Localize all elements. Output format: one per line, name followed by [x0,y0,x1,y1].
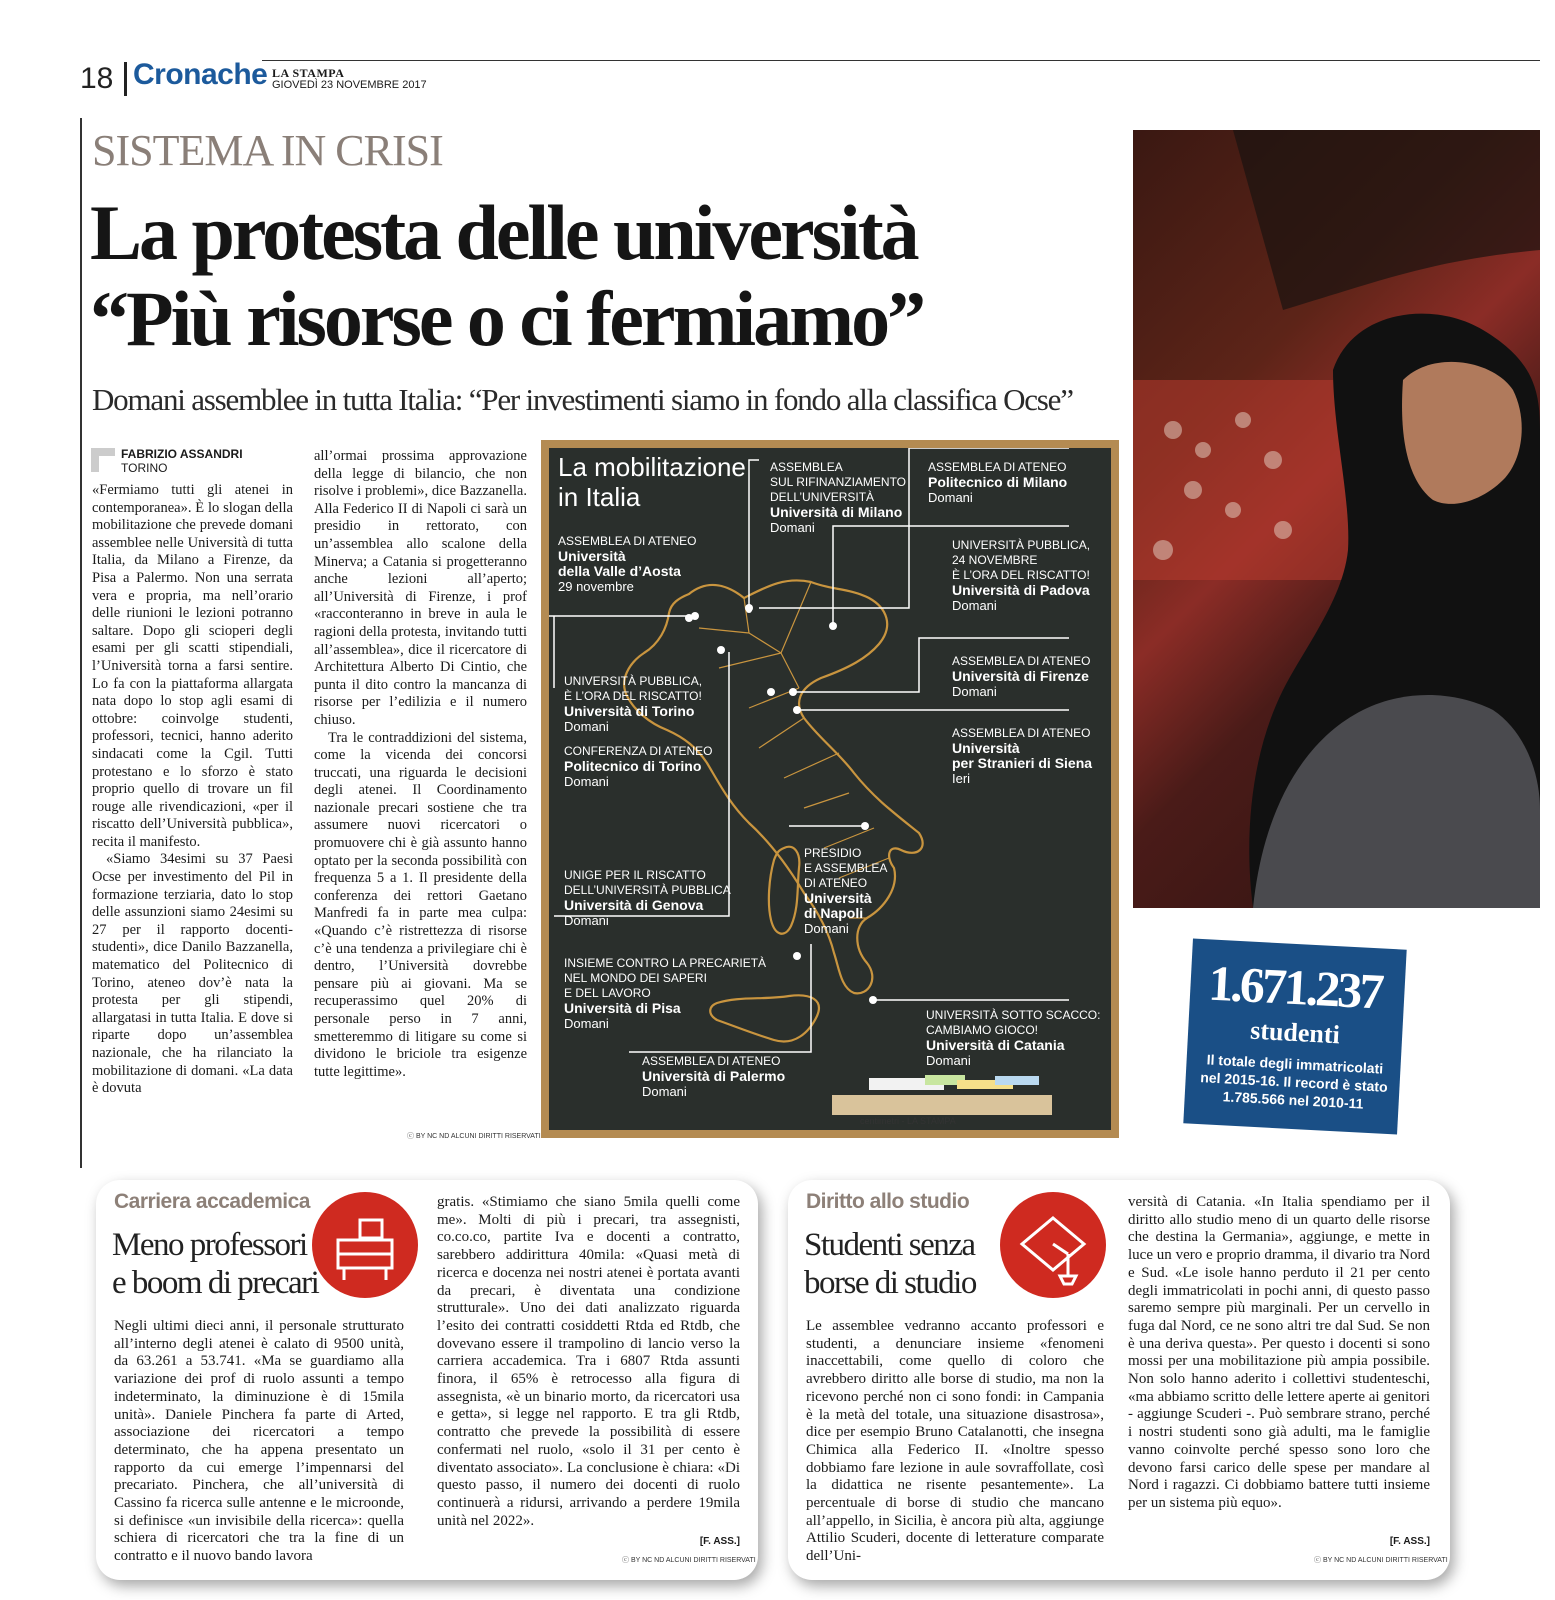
sardinia-outline [769,847,799,934]
box1-column-1: Negli ultimi dieci anni, il personale strutturato all’interno degli atenei è calato di 9500 unità, da 63.261 a 53.741. «Ma se guardiamo alla variazione dei prof di ruolo assunti a tempo indeterminato, la diminuzione è di 15mila unità». Daniele Pinchera fa parte di Arted, associazione dei ricercatori a tempo determinato, che ha appena presentato un rapporto da cui emerge l’impennarsi del precariato. Pinchera, che all’università di Cassino fa ricerca sulle antenne e le microonde, si definisce «un invisibile della ricerca»: quella schiera di ricercatori che tra la fine di un contratto e il nuovo bando lavora [114,1318,404,1565]
article-column-1 [92,482,293,1098]
box-tag: Diritto allo studio [806,1190,970,1213]
student-photo [1133,130,1540,908]
label-name: Politecnico di Torino [564,758,702,774]
box-title [804,1226,976,1302]
label-name: Università di Catania [926,1037,1065,1053]
box-title-line-1: Studenti senza [804,1227,975,1263]
label-type: NEL MONDO DEI SAPERI [564,971,707,985]
label-date: Domani [564,1016,609,1031]
label-pisa [564,956,766,1031]
label-type: UNIVERSITÀ SOTTO SCACCO: [926,1008,1101,1022]
label-valle-aosta [558,534,697,594]
box1-column-2: gratis. «Stimiamo che siano 5mila quelli come me». Molti di più i precari, tra assegnisti, co.co.co, partite Iva e docenti a contratto, sarebbero addirittura 40mila: «Quasi metà di ricerca e docenza nei nostri atenei è portata avanti da precari, è diventata una condizione strutturale». Uno dei dati analizzato riguarda l’esito dei contratti cosiddetti Rtda ed Rtdb, che dovevano essere il trampolino di lancio verso la carriera accademica. Tra i 6807 Rtda assunti finora, il 65% è retrocesso alla figura di assegnista, «è un binario morto, da ricercatori usa e getta», si legge nel rapporto. E tra gli Rtdb, contratto che prevede la possibilità di essere confermati nel ruolo, «solo il 31 per cento è diventato associato». La conclusione è chiara: «Di questo passo, il numero dei docenti di ruolo continuerà a ridursi, arrivando a perdere 19mila unità nel 2022». [437,1194,740,1529]
label-type: È L’ORA DEL RISCATTO! [564,689,702,703]
label-name: Università di Pisa [564,1000,681,1016]
label-type: UNIVERSITÀ PUBBLICA, [952,538,1091,552]
paragraph: «Siamo 34esimi su 37 Paesi Ocse per investimento del Pil in formazione terziaria, dato lo stop delle assunzioni siamo 24esimi su 27 per il rapporto docenti-studenti», dice Danilo Bazzanella, matematico del Politecnico di Torino, ateneo dov’è nata la protesta per gli stipendi, allargatasi in tutta Italia. E dove si riparte dopo un’assemblea nazionale, che ha rilanciato la mobilitazione di domani. «La data è dovuta [92,851,293,1097]
chalk-tray [832,1075,1052,1115]
box1-license: ⓒ BY NC ND ALCUNI DIRITTI RISERVATI [622,1557,756,1564]
desk-icon [312,1192,418,1298]
map-credit: centimetri - LA STAMPA [860,1116,956,1126]
label-date: Domani [642,1084,687,1099]
headline [90,190,1120,362]
box-tag: Carriera accademica [114,1190,310,1213]
desk-icon-graphic [312,1192,418,1298]
label-date: Domani [952,598,997,613]
label-napoli [804,846,887,936]
label-genova [564,868,731,928]
label-milano [770,460,906,535]
box2-license: ⓒ BY NC ND ALCUNI DIRITTI RISERVATI [1314,1557,1448,1564]
label-name: Università di Milano [770,504,903,520]
label-type: CONFERENZA DI ATENEO [564,744,713,758]
label-type: ASSEMBLEA DI ATENEO [928,460,1067,474]
newspaper-name: LA STAMPA [272,66,345,80]
label-firenze [952,654,1091,699]
page-number: 18 [80,62,114,95]
label-name: Università di Firenze [952,668,1089,684]
label-name: Politecnico di Milano [928,474,1068,490]
map-title-line-2: in Italia [558,482,641,512]
box2-signature: [F. ASS.] [1389,1536,1430,1547]
label-name: Università [952,740,1020,756]
byline-mark [91,448,115,472]
column-rule [80,118,82,1168]
photo-illustration [1133,130,1540,908]
box-title [112,1226,318,1302]
label-date: Domani [770,520,815,535]
graduation-cap-icon [1000,1192,1106,1298]
map-points [685,604,877,1004]
label-type: ASSEMBLEA DI ATENEO [952,726,1091,740]
label-date: Domani [804,921,849,936]
label-name: Università di Genova [564,897,704,913]
deck: Domani assemblee in tutta Italia: “Per investimenti siamo in fondo alla classifica Ocse” [92,382,1073,417]
label-catania [926,1008,1100,1068]
label-type: INSIEME CONTRO LA PRECARIETÀ [564,956,767,970]
label-type: E ASSEMBLEA [804,861,888,875]
label-date: 29 novembre [558,579,634,594]
label-name: Università di Palermo [642,1068,786,1084]
article-license: ⓒ BY NC ND ALCUNI DIRITTI RISERVATI [407,1133,541,1140]
byline-author: FABRIZIO ASSANDRI [121,447,243,461]
box-title-line-1: Meno professori [112,1227,307,1263]
label-date: Domani [928,490,973,505]
label-name: della Valle d’Aosta [558,563,681,579]
article-column-2 [314,448,527,1081]
label-type: DELL’UNIVERSITÀ [770,490,875,504]
stat-unit: studenti [1249,1015,1341,1050]
label-politecnico-torino [564,744,712,789]
label-date: Domani [564,719,609,734]
box2-column-1: Le assemblee vedranno accanto professori e studenti, a denunciare insieme «fenomeni inaccettabili, come quello di coloro che avrebbero diritto alle borse di studio, ma non la ricevono perché non ci sono fondi: in Campania è la metà del totale, una situazione disastrosa», dice per esempio Bruno Catalanotti, che insegna Chimica alla Federico II. «Inoltre spesso dobbiamo fare lezione in aule sovraffollate, così la didattica ne risente pesantemente». La percentuale di borse di studio che mancano all’appello, in Sicilia, è ancora più alta, aggiunge Attilio Scuderi, docente di letterature comparate dell’Uni- [806,1318,1104,1565]
point-pisa [767,688,775,696]
label-name: Università di Torino [564,703,695,719]
box-title-line-2: e boom di precari [112,1265,319,1301]
box2-license-text: BY NC ND ALCUNI DIRITTI RISERVATI [1322,1557,1448,1564]
paragraph: all’ormai prossima approvazione della legge di bilancio, che non risolve i problemi», dice Bazzanella. Alla Federico II di Napoli ci sarà un presidio in rettorato, con un’assemblea allo scalone della Minerva; a Catania si progetteranno anche lezioni all’aperto; all’Università di Firenze, i prof «racconteranno in breve in aula le ragioni della protesta, invitando tutti all’assemblea», dice il ricercatore di Architettura Alberto Di Cintio, che punta il dito contro la mancanza di risorse per l’edilizia e il numero chiuso. [314,448,527,728]
headline-line-1: La protesta delle università [90,189,917,276]
stat-number: 1.671.237 [1207,954,1383,1020]
label-type: CAMBIAMO GIOCO! [926,1023,1039,1037]
issue-date: GIOVEDÌ 23 NOVEMBRE 2017 [272,79,427,91]
label-torino [564,674,702,734]
label-name: di Napoli [804,905,864,921]
section-title: Cronache [133,58,268,91]
label-politecnico-milano [928,460,1067,505]
label-date: Domani [564,913,609,928]
label-palermo [642,1054,785,1099]
label-type: UNIGE PER IL RISCATTO [564,868,706,882]
label-type: ASSEMBLEA DI ATENEO [952,654,1091,668]
label-date: Ieri [952,771,971,786]
label-name: Università [804,890,872,906]
label-name: Università di Padova [952,582,1090,598]
label-type: 24 NOVEMBRE [952,553,1038,567]
masthead-rule [262,60,1540,61]
label-type: DI ATENEO [804,876,868,890]
map-title [558,452,746,512]
box-title-line-2: borse di studio [804,1265,976,1301]
point-palermo [793,952,801,960]
label-name: Università [558,548,626,564]
headline-line-2: “Più risorse o ci fermiamo” [90,275,924,362]
box2-column-2: versità di Catania. «In Italia spendiamo per il diritto allo studio meno di un quarto delle risorse che destina la Germania», aggiunge, e mette in luce un vero e proprio dramma, il divario tra Nord e Sud. «Le isole hanno perduto il 21 per cento degli immatricolati in pochi anni, di questo passo saremo sempre più marginali. Per un cervello in fuga dal Nord, ce ne sono altri tre dal Sud. Se non è una deriva questa». Per questo i docenti si sono mossi per una mobilitazione più ampia possibile. Non solo hanno aderito i collettivi studenteschi, «ma abbiamo scritto delle lettere aperte ai genitori - aggiunge Scuderi -. Può sembrare strano, perché i nostri studenti sono già adulti, ma le famiglie vanno coinvolte perché spesso sono loro che devono farsi carico delle spese per mandare al Nord i ragazzi. Ci dobbiamo battere tutti insieme per un sistema più equo». [1128,1194,1430,1511]
label-name: per Stranieri di Siena [952,755,1093,771]
label-type: ASSEMBLEA DI ATENEO [642,1054,781,1068]
label-padova [952,538,1090,613]
label-type: ASSEMBLEA DI ATENEO [558,534,697,548]
paragraph: Tra le contraddizioni del sistema, come la vicenda dei concorsi truccati, una riguarda le decisioni degli atenei. Il Coordinamento nazionale precari sostiene che tra assumere nuovi ricercatori o promuovere chi è già assunto hanno optato per la seconda possibilità con frequenza 5 a 1. Il presidente della conferenza dei rettori Gaetano Manfredi fa in parte mea culpa: «Quando c’è ristrettezza di risorse c’è una tendenza a privilegiare chi è dentro, l’Università dovrebbe pensare più ai giovani. Ma se recuperassimo quel 20% di personale perso in 7 anni, smetteremmo di litigare su come si dividono le briciole tra esigenze tutte legittime». [314,729,527,1080]
map-title-line-1: La mobilitazione [558,452,746,482]
label-date: Domani [926,1053,971,1068]
label-date: Domani [564,774,609,789]
masthead-separator [124,62,127,96]
box1-signature: [F. ASS.] [699,1536,740,1547]
point-torino [685,614,693,622]
label-date: Domani [952,684,997,699]
label-type: DELL’UNIVERSITÀ PUBBLICA [564,883,731,897]
label-type: E DEL LAVORO [564,986,651,1000]
graduation-cap-graphic [1000,1192,1106,1298]
article-license-text: BY NC ND ALCUNI DIRITTI RISERVATI [415,1133,541,1140]
label-type: È L’ORA DEL RISCATTO! [952,568,1090,582]
label-type: PRESIDIO [804,846,862,860]
box1-license-text: BY NC ND ALCUNI DIRITTI RISERVATI [630,1557,756,1564]
kicker: SISTEMA IN CRISI [92,126,443,175]
label-type: SUL RIFINANZIAMENTO [770,475,907,489]
paragraph: «Fermiamo tutti gli atenei in contemporanea». È lo slogan della mobilitazione che prevede domani assemblee nelle Università di tutta Italia, da Milano a Firenze, da Pisa a Palermo. Non una serrata vera e propria, ma nell’orario delle riunioni le lezioni potranno saltare. Dopo gli scioperi degli esami per gli scatti stipendiali, l’Università torna a farsi sentire. Lo fa con la piattaforma allargata nata dopo lo stop agli esami di ottobre: coinvolge studenti, professori, tecnici, hanno aderito sindacati come la Cgil. Tutti protestano e lo sforzo è stato proprio quello di trovare un fil rouge alle rivendicazioni, «per il riscatto dell’Università pubblica», recita il manifesto. [92,482,293,850]
label-siena [952,726,1092,786]
label-type: UNIVERSITÀ PUBBLICA, [564,674,703,688]
label-type: ASSEMBLEA [770,460,843,474]
stat-note: Il totale degli immatricolati nel 2015-16. Il record è stato 1.785.566 nel 2010-11 [1199,1051,1389,1112]
point-genova [717,646,725,654]
byline-location: TORINO [121,461,168,475]
